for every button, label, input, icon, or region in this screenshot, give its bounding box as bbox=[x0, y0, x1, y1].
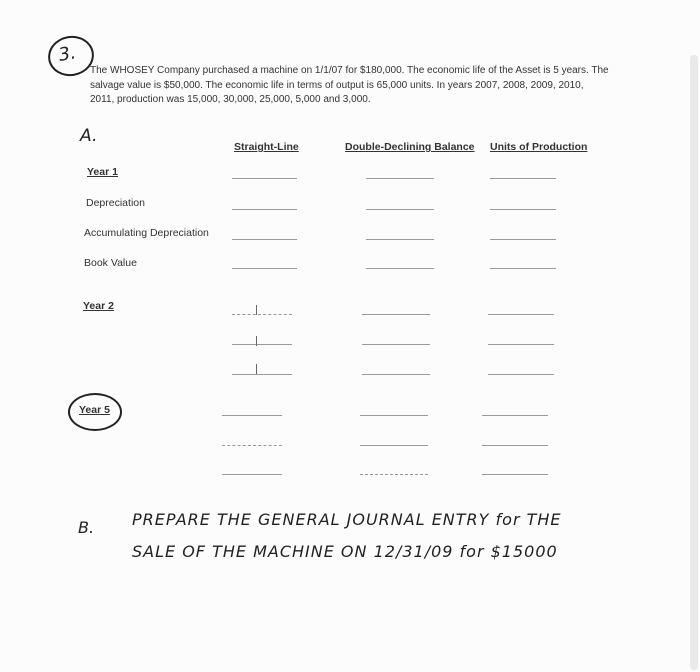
answer-blank[interactable] bbox=[366, 268, 434, 269]
answer-blank[interactable] bbox=[232, 268, 297, 269]
row-year-5: Year 5 bbox=[79, 404, 110, 416]
row-year-2: Year 2 bbox=[83, 300, 114, 312]
pencil-mark bbox=[256, 305, 257, 315]
scrollbar[interactable] bbox=[690, 55, 698, 670]
part-a-label: A. bbox=[80, 126, 98, 146]
answer-blank[interactable] bbox=[482, 415, 548, 416]
row-year-1: Year 1 bbox=[87, 166, 118, 178]
answer-blank[interactable] bbox=[232, 239, 297, 240]
answer-blank[interactable] bbox=[490, 268, 556, 269]
column-double-declining: Double-Declining Balance bbox=[345, 141, 475, 153]
answer-blank[interactable] bbox=[232, 344, 292, 345]
part-b-label: B. bbox=[78, 518, 95, 537]
answer-blank[interactable] bbox=[366, 178, 434, 179]
part-b-instruction-line-1: PREPARE THE GENERAL JOURNAL ENTRY for THE bbox=[132, 510, 562, 529]
answer-blank[interactable] bbox=[366, 209, 434, 210]
answer-blank[interactable] bbox=[362, 374, 430, 375]
answer-blank[interactable] bbox=[362, 314, 430, 315]
answer-blank[interactable] bbox=[490, 209, 556, 210]
answer-blank[interactable] bbox=[232, 314, 292, 316]
answer-blank[interactable] bbox=[366, 239, 434, 240]
answer-blank[interactable] bbox=[232, 209, 297, 210]
row-accumulated-depreciation: Accumulating Depreciation bbox=[84, 227, 209, 239]
answer-blank[interactable] bbox=[232, 178, 297, 179]
answer-blank[interactable] bbox=[482, 474, 548, 475]
row-depreciation: Depreciation bbox=[86, 197, 145, 209]
pencil-mark bbox=[256, 364, 257, 374]
part-b-instruction-line-2: SALE OF THE MACHINE ON 12/31/09 for $15000 bbox=[132, 542, 558, 561]
answer-blank[interactable] bbox=[222, 415, 282, 416]
column-straight-line: Straight-Line bbox=[234, 141, 299, 153]
answer-blank[interactable] bbox=[482, 445, 548, 446]
answer-blank[interactable] bbox=[360, 474, 428, 476]
answer-blank[interactable] bbox=[490, 178, 556, 179]
answer-blank[interactable] bbox=[232, 374, 292, 375]
column-units-of-production: Units of Production bbox=[490, 141, 588, 153]
row-book-value: Book Value bbox=[84, 257, 137, 269]
answer-blank[interactable] bbox=[488, 374, 554, 375]
pencil-mark bbox=[256, 336, 257, 346]
answer-blank[interactable] bbox=[490, 239, 556, 240]
answer-blank[interactable] bbox=[222, 445, 282, 447]
answer-blank[interactable] bbox=[360, 445, 428, 446]
problem-intro: The WHOSEY Company purchased a machine on 1/1/07 for $180,000. The economic life of the Asset is 5 years. The salvage value is $50,000. The economic life in terms of output is 65,000 units. In years 2007, 2008, 2009, 2010, 2011, production was 15,000, 30,000, 25,000, 5,000 and 3,000. bbox=[90, 65, 609, 105]
answer-blank[interactable] bbox=[488, 314, 554, 315]
answer-blank[interactable] bbox=[222, 474, 282, 475]
problem-number: 3. bbox=[56, 42, 78, 66]
answer-blank[interactable] bbox=[488, 344, 554, 345]
answer-blank[interactable] bbox=[362, 344, 430, 345]
answer-blank[interactable] bbox=[360, 415, 428, 416]
